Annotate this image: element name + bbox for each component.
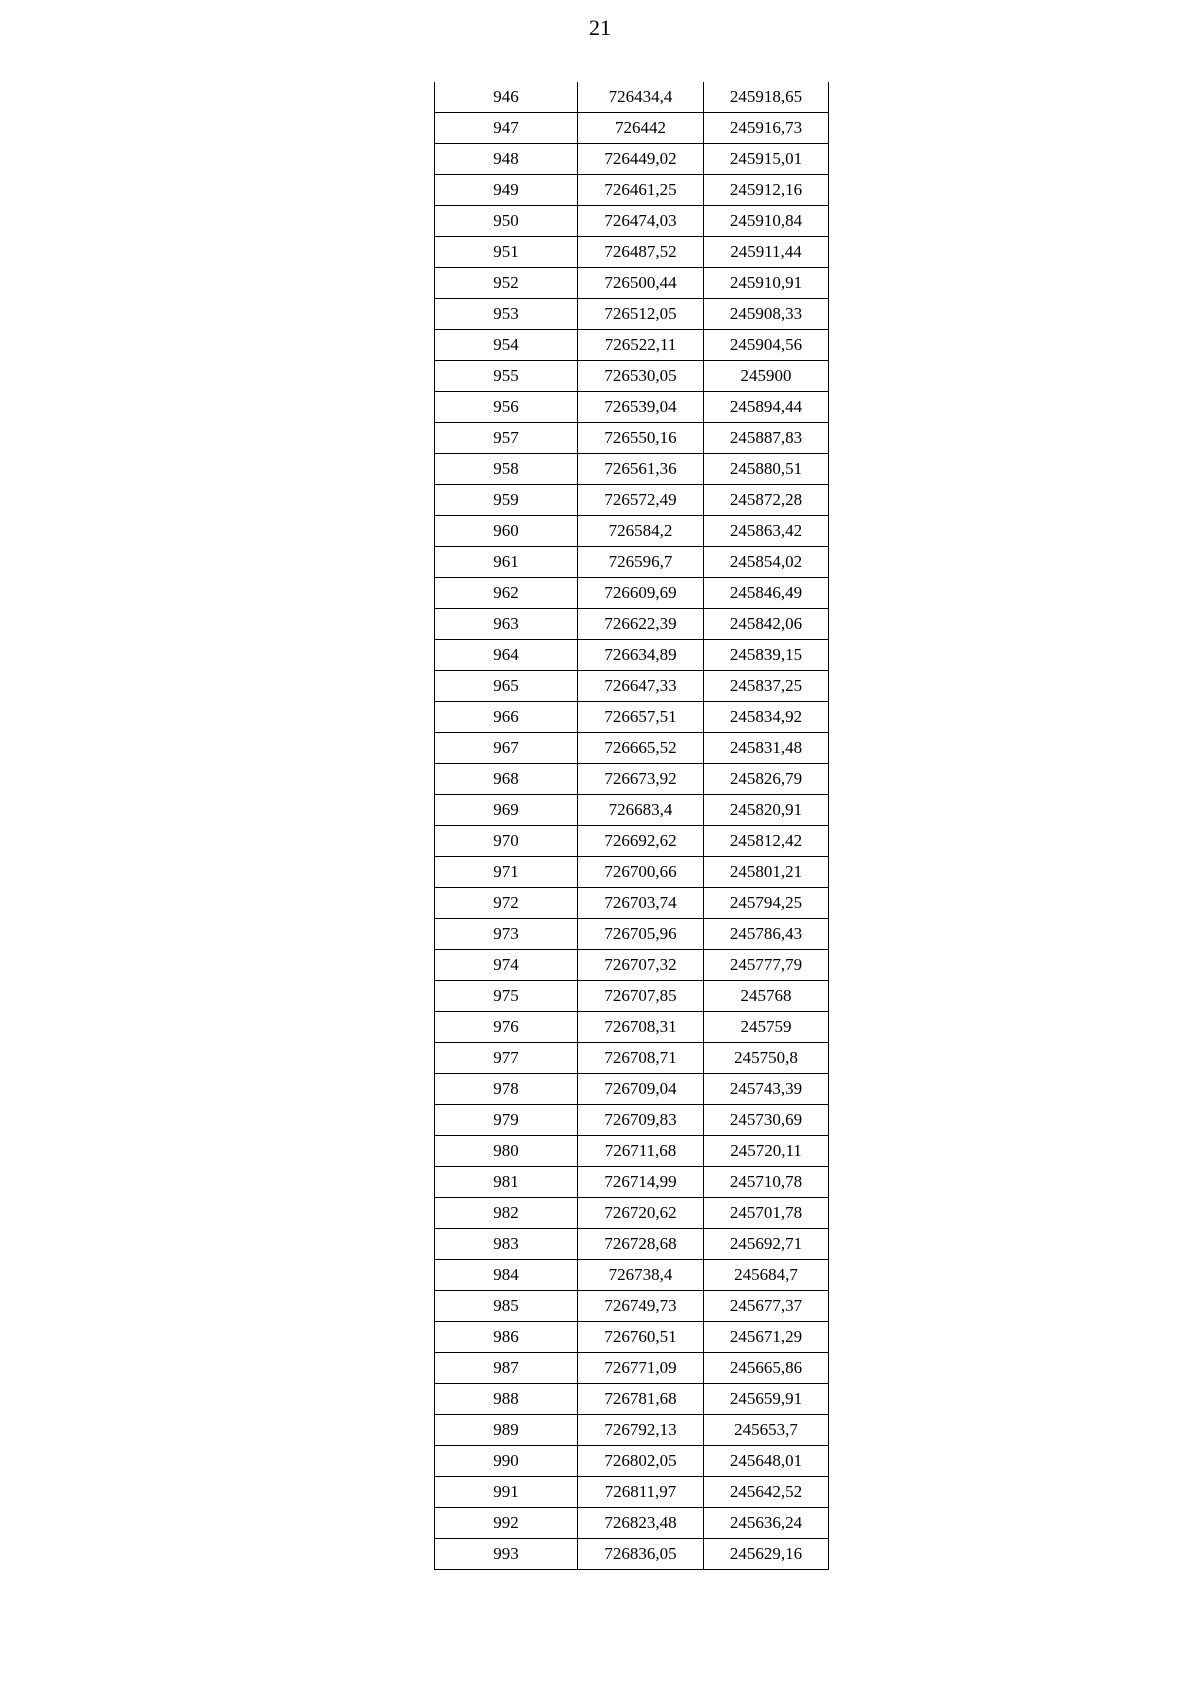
y-coordinate-cell: 245777,79 [704, 950, 829, 981]
x-coordinate-cell: 726474,03 [578, 206, 704, 237]
y-coordinate-cell: 245837,25 [704, 671, 829, 702]
x-coordinate-cell: 726714,99 [578, 1167, 704, 1198]
table-row [435, 299, 829, 330]
x-coordinate-cell: 726720,62 [578, 1198, 704, 1229]
point-number-cell: 972 [435, 888, 578, 919]
table-row [435, 454, 829, 485]
y-coordinate-cell: 245659,91 [704, 1384, 829, 1415]
y-coordinate-cell: 245671,29 [704, 1322, 829, 1353]
y-coordinate-cell: 245636,24 [704, 1508, 829, 1539]
table-row [435, 1229, 829, 1260]
y-coordinate-cell: 245684,7 [704, 1260, 829, 1291]
x-coordinate-cell: 726665,52 [578, 733, 704, 764]
x-coordinate-cell: 726802,05 [578, 1446, 704, 1477]
table-row [435, 423, 829, 454]
y-coordinate-cell: 245701,78 [704, 1198, 829, 1229]
point-number-cell: 958 [435, 454, 578, 485]
table-row [435, 1136, 829, 1167]
y-coordinate-cell: 245768 [704, 981, 829, 1012]
x-coordinate-cell: 726707,32 [578, 950, 704, 981]
point-number-cell: 983 [435, 1229, 578, 1260]
table-row [435, 609, 829, 640]
x-coordinate-cell: 726500,44 [578, 268, 704, 299]
table-row [435, 1012, 829, 1043]
point-number-cell: 988 [435, 1384, 578, 1415]
point-number-cell: 970 [435, 826, 578, 857]
table-row [435, 888, 829, 919]
table-row [435, 485, 829, 516]
x-coordinate-cell: 726709,04 [578, 1074, 704, 1105]
table-row [435, 1260, 829, 1291]
point-number-cell: 963 [435, 609, 578, 640]
point-number-cell: 992 [435, 1508, 578, 1539]
table-row [435, 392, 829, 423]
x-coordinate-cell: 726823,48 [578, 1508, 704, 1539]
x-coordinate-cell: 726708,31 [578, 1012, 704, 1043]
y-coordinate-cell: 245801,21 [704, 857, 829, 888]
table-row [435, 82, 829, 113]
table-row [435, 733, 829, 764]
table-row [435, 206, 829, 237]
point-number-cell: 978 [435, 1074, 578, 1105]
x-coordinate-cell: 726461,25 [578, 175, 704, 206]
table-row [435, 671, 829, 702]
y-coordinate-cell: 245911,44 [704, 237, 829, 268]
y-coordinate-cell: 245677,37 [704, 1291, 829, 1322]
x-coordinate-cell: 726707,85 [578, 981, 704, 1012]
table-row [435, 1539, 829, 1570]
table-row [435, 144, 829, 175]
x-coordinate-cell: 726673,92 [578, 764, 704, 795]
point-number-cell: 975 [435, 981, 578, 1012]
y-coordinate-cell: 245839,15 [704, 640, 829, 671]
x-coordinate-cell: 726512,05 [578, 299, 704, 330]
y-coordinate-cell: 245786,43 [704, 919, 829, 950]
table-row [435, 1291, 829, 1322]
y-coordinate-cell: 245653,7 [704, 1415, 829, 1446]
point-number-cell: 966 [435, 702, 578, 733]
x-coordinate-cell: 726442 [578, 113, 704, 144]
x-coordinate-cell: 726657,51 [578, 702, 704, 733]
y-coordinate-cell: 245692,71 [704, 1229, 829, 1260]
y-coordinate-cell: 245710,78 [704, 1167, 829, 1198]
x-coordinate-cell: 726703,74 [578, 888, 704, 919]
y-coordinate-cell: 245629,16 [704, 1539, 829, 1570]
table-row [435, 1477, 829, 1508]
x-coordinate-cell: 726530,05 [578, 361, 704, 392]
x-coordinate-cell: 726708,71 [578, 1043, 704, 1074]
y-coordinate-cell: 245794,25 [704, 888, 829, 919]
table-row [435, 1415, 829, 1446]
point-number-cell: 957 [435, 423, 578, 454]
point-number-cell: 960 [435, 516, 578, 547]
y-coordinate-cell: 245831,48 [704, 733, 829, 764]
table-row [435, 1322, 829, 1353]
table-row [435, 1384, 829, 1415]
x-coordinate-cell: 726539,04 [578, 392, 704, 423]
point-number-cell: 954 [435, 330, 578, 361]
point-number-cell: 964 [435, 640, 578, 671]
y-coordinate-cell: 245894,44 [704, 392, 829, 423]
x-coordinate-cell: 726596,7 [578, 547, 704, 578]
x-coordinate-cell: 726692,62 [578, 826, 704, 857]
y-coordinate-cell: 245900 [704, 361, 829, 392]
x-coordinate-cell: 726836,05 [578, 1539, 704, 1570]
point-number-cell: 989 [435, 1415, 578, 1446]
y-coordinate-cell: 245904,56 [704, 330, 829, 361]
point-number-cell: 981 [435, 1167, 578, 1198]
table-row [435, 795, 829, 826]
table-row [435, 1105, 829, 1136]
x-coordinate-cell: 726434,4 [578, 82, 704, 113]
x-coordinate-cell: 726749,73 [578, 1291, 704, 1322]
table-row [435, 1074, 829, 1105]
table-row [435, 578, 829, 609]
x-coordinate-cell: 726792,13 [578, 1415, 704, 1446]
y-coordinate-cell: 245912,16 [704, 175, 829, 206]
y-coordinate-cell: 245750,8 [704, 1043, 829, 1074]
x-coordinate-cell: 726622,39 [578, 609, 704, 640]
y-coordinate-cell: 245880,51 [704, 454, 829, 485]
x-coordinate-cell: 726738,4 [578, 1260, 704, 1291]
y-coordinate-cell: 245743,39 [704, 1074, 829, 1105]
coordinates-table [434, 82, 829, 1570]
y-coordinate-cell: 245834,92 [704, 702, 829, 733]
y-coordinate-cell: 245910,91 [704, 268, 829, 299]
x-coordinate-cell: 726811,97 [578, 1477, 704, 1508]
x-coordinate-cell: 726634,89 [578, 640, 704, 671]
point-number-cell: 987 [435, 1353, 578, 1384]
x-coordinate-cell: 726705,96 [578, 919, 704, 950]
y-coordinate-cell: 245863,42 [704, 516, 829, 547]
point-number-cell: 952 [435, 268, 578, 299]
point-number-cell: 993 [435, 1539, 578, 1570]
y-coordinate-cell: 245908,33 [704, 299, 829, 330]
y-coordinate-cell: 245842,06 [704, 609, 829, 640]
x-coordinate-cell: 726781,68 [578, 1384, 704, 1415]
point-number-cell: 977 [435, 1043, 578, 1074]
table-row [435, 237, 829, 268]
table-row [435, 640, 829, 671]
y-coordinate-cell: 245665,86 [704, 1353, 829, 1384]
point-number-cell: 986 [435, 1322, 578, 1353]
table-row [435, 981, 829, 1012]
point-number-cell: 991 [435, 1477, 578, 1508]
table-row [435, 361, 829, 392]
x-coordinate-cell: 726728,68 [578, 1229, 704, 1260]
table-row [435, 919, 829, 950]
point-number-cell: 990 [435, 1446, 578, 1477]
point-number-cell: 967 [435, 733, 578, 764]
point-number-cell: 973 [435, 919, 578, 950]
point-number-cell: 965 [435, 671, 578, 702]
point-number-cell: 947 [435, 113, 578, 144]
table-row [435, 1446, 829, 1477]
point-number-cell: 959 [435, 485, 578, 516]
point-number-cell: 955 [435, 361, 578, 392]
coordinates-table-body [435, 82, 829, 1570]
point-number-cell: 951 [435, 237, 578, 268]
y-coordinate-cell: 245846,49 [704, 578, 829, 609]
x-coordinate-cell: 726711,68 [578, 1136, 704, 1167]
x-coordinate-cell: 726572,49 [578, 485, 704, 516]
y-coordinate-cell: 245720,11 [704, 1136, 829, 1167]
y-coordinate-cell: 245820,91 [704, 795, 829, 826]
point-number-cell: 953 [435, 299, 578, 330]
x-coordinate-cell: 726550,16 [578, 423, 704, 454]
x-coordinate-cell: 726709,83 [578, 1105, 704, 1136]
table-row [435, 268, 829, 299]
point-number-cell: 948 [435, 144, 578, 175]
point-number-cell: 950 [435, 206, 578, 237]
point-number-cell: 962 [435, 578, 578, 609]
table-row [435, 547, 829, 578]
table-row [435, 113, 829, 144]
y-coordinate-cell: 245854,02 [704, 547, 829, 578]
x-coordinate-cell: 726647,33 [578, 671, 704, 702]
y-coordinate-cell: 245915,01 [704, 144, 829, 175]
table-row [435, 1508, 829, 1539]
point-number-cell: 969 [435, 795, 578, 826]
table-row [435, 702, 829, 733]
point-number-cell: 985 [435, 1291, 578, 1322]
y-coordinate-cell: 245918,65 [704, 82, 829, 113]
x-coordinate-cell: 726449,02 [578, 144, 704, 175]
table-row [435, 826, 829, 857]
x-coordinate-cell: 726760,51 [578, 1322, 704, 1353]
y-coordinate-cell: 245887,83 [704, 423, 829, 454]
x-coordinate-cell: 726683,4 [578, 795, 704, 826]
y-coordinate-cell: 245916,73 [704, 113, 829, 144]
table-row [435, 175, 829, 206]
y-coordinate-cell: 245642,52 [704, 1477, 829, 1508]
table-row [435, 764, 829, 795]
page-number: 21 [589, 15, 611, 40]
point-number-cell: 956 [435, 392, 578, 423]
point-number-cell: 974 [435, 950, 578, 981]
table-row [435, 1198, 829, 1229]
y-coordinate-cell: 245730,69 [704, 1105, 829, 1136]
y-coordinate-cell: 245826,79 [704, 764, 829, 795]
x-coordinate-cell: 726561,36 [578, 454, 704, 485]
x-coordinate-cell: 726522,11 [578, 330, 704, 361]
x-coordinate-cell: 726700,66 [578, 857, 704, 888]
point-number-cell: 979 [435, 1105, 578, 1136]
table-row [435, 1167, 829, 1198]
point-number-cell: 984 [435, 1260, 578, 1291]
table-row [435, 330, 829, 361]
point-number-cell: 982 [435, 1198, 578, 1229]
x-coordinate-cell: 726487,52 [578, 237, 704, 268]
point-number-cell: 949 [435, 175, 578, 206]
y-coordinate-cell: 245910,84 [704, 206, 829, 237]
x-coordinate-cell: 726771,09 [578, 1353, 704, 1384]
table-row [435, 857, 829, 888]
y-coordinate-cell: 245872,28 [704, 485, 829, 516]
point-number-cell: 971 [435, 857, 578, 888]
point-number-cell: 968 [435, 764, 578, 795]
x-coordinate-cell: 726609,69 [578, 578, 704, 609]
x-coordinate-cell: 726584,2 [578, 516, 704, 547]
table-row [435, 516, 829, 547]
table-row [435, 1353, 829, 1384]
table-row [435, 1043, 829, 1074]
point-number-cell: 976 [435, 1012, 578, 1043]
table-row [435, 950, 829, 981]
y-coordinate-cell: 245648,01 [704, 1446, 829, 1477]
point-number-cell: 961 [435, 547, 578, 578]
y-coordinate-cell: 245812,42 [704, 826, 829, 857]
point-number-cell: 946 [435, 82, 578, 113]
point-number-cell: 980 [435, 1136, 578, 1167]
y-coordinate-cell: 245759 [704, 1012, 829, 1043]
